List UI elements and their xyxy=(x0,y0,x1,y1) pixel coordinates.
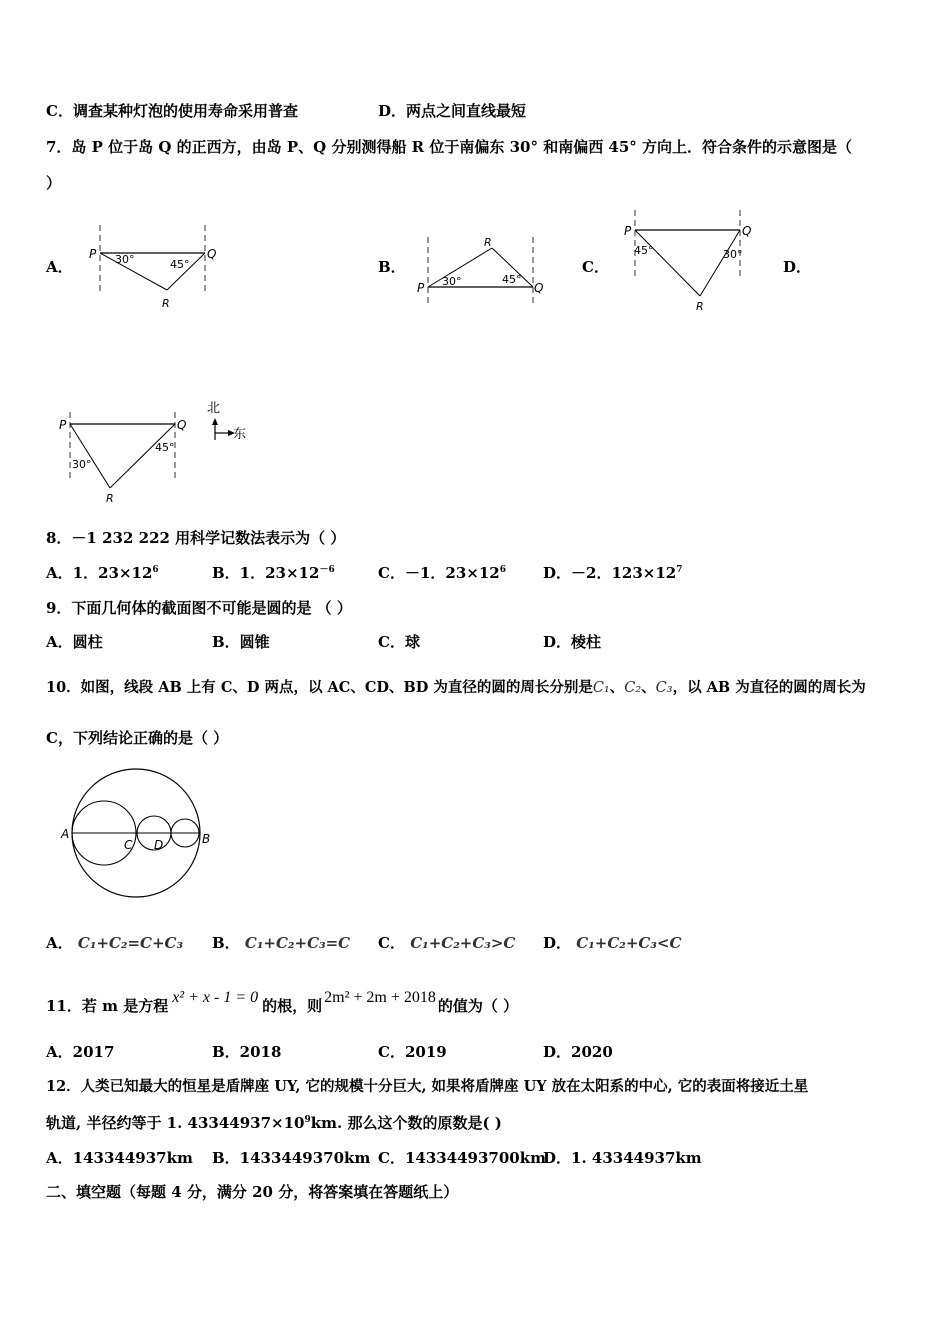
fig-point-b: B xyxy=(202,832,211,846)
q12-stem-line1: 12．人类已知最大的恒星是盾牌座 UY, 它的规模十分巨大, 如果将盾牌座 UY 放在太阳系的中心, 它的表面将接近土星 xyxy=(46,1078,809,1095)
q7-figure-d xyxy=(55,398,255,506)
q10-option-d: D． C₁+C₂+C₃<C xyxy=(543,934,682,952)
svg-text:P: P xyxy=(624,224,632,238)
q8-option-c: C．－1．$23\times 12^6$ xyxy=(378,564,506,582)
svg-text:30°: 30° xyxy=(72,458,92,471)
q9-option-d: D．棱柱 xyxy=(543,633,602,651)
q7-stem: 7．岛 P 位于岛 Q 的正西方，由岛 P、Q 分别测得船 R 位于南偏东 30° 和南偏西 45° 方向上．符合条件的示意图是（ xyxy=(46,138,853,156)
fig-a-r: R xyxy=(162,297,170,310)
q7-option-b-label: B． xyxy=(378,258,406,276)
q7-option-d-label: D． xyxy=(783,258,812,276)
q8-stem: 8．－1 232 222 用科学记数法表示为（ ） xyxy=(46,529,346,547)
q12-option-d: D．1. 43344937km xyxy=(543,1149,702,1167)
q10-option-b: B． C₁+C₂+C₃=C xyxy=(212,934,351,952)
svg-text:Q: Q xyxy=(534,281,544,295)
q12-stem-line2: 轨道, 半径约等于 1. $43344937\times 10^9km$. 那么这个数的原数是( ) xyxy=(46,1114,502,1132)
q11-stem: 11．若 m 是方程 x² + x - 1 = 0 的根，则 2m² + 2m + 2018 的值为（ ） xyxy=(46,989,519,1015)
q10-circles-figure xyxy=(58,765,218,900)
q8-option-b: B．1．$23\times 12^{-6}$ xyxy=(212,564,335,582)
q8-option-a: A．1．$23\times 12^6$ xyxy=(46,564,159,582)
svg-text:45°: 45° xyxy=(634,244,654,257)
fig-point-a: A xyxy=(61,827,70,841)
svg-text:Q: Q xyxy=(177,418,187,432)
q10-stem-line2: C，下列结论正确的是（ ） xyxy=(46,729,229,747)
fig-a-q: Q xyxy=(207,247,217,261)
q12-option-c: C．14334493700km xyxy=(378,1149,547,1167)
svg-text:R: R xyxy=(106,492,114,505)
q12-option-a: A．143344937km xyxy=(46,1149,193,1167)
q12-option-b: B．1433449370km xyxy=(212,1149,371,1167)
q10-option-c: C． C₁+C₂+C₃>C xyxy=(378,934,516,952)
q7-figure-c xyxy=(620,208,760,316)
q7-option-a-label: A． xyxy=(46,258,73,276)
q7-stem-close: ） xyxy=(46,174,62,192)
q10-option-a: A． C₁+C₂=C+C₃ xyxy=(46,934,184,952)
compass-east: 东 xyxy=(233,427,247,442)
prev-option-d: D．两点之间直线最短 xyxy=(378,102,527,120)
q10-stem: 10．如图，线段 AB 上有 C、D 两点，以 AC、CD、BD 为直径的圆的周长分别是C₁、C₂、C₃，以 AB 为直径的圆的周长为 xyxy=(46,679,866,696)
svg-text:Q: Q xyxy=(742,224,752,238)
prev-option-c: C．调查某种灯泡的使用寿命采用普查 xyxy=(46,102,298,120)
svg-text:30°: 30° xyxy=(723,248,743,261)
fig-a-p: P xyxy=(89,247,97,261)
q11-option-c: C．2019 xyxy=(378,1043,447,1061)
section-2-heading: 二、填空题（每题 4 分，满分 20 分，将答案填在答题纸上） xyxy=(46,1183,459,1201)
fig-a-45: 45° xyxy=(170,258,190,271)
q9-option-a: A．圆柱 xyxy=(46,633,103,651)
svg-text:45°: 45° xyxy=(155,441,175,454)
svg-text:45°: 45° xyxy=(502,273,522,286)
q11-option-b: B．2018 xyxy=(212,1043,282,1061)
fig-a-30: 30° xyxy=(115,253,135,266)
compass-north: 北 xyxy=(207,401,221,416)
q7-figure-a xyxy=(85,225,230,315)
q11-option-d: D．2020 xyxy=(543,1043,613,1061)
q9-option-c: C．球 xyxy=(378,633,420,651)
q9-option-b: B．圆锥 xyxy=(212,633,270,651)
q9-stem: 9．下面几何体的截面图不可能是圆的是 （ ） xyxy=(46,599,352,617)
q8-option-d: D．－2．$123\times 12^7$ xyxy=(543,564,683,582)
q7-option-c-label: C． xyxy=(582,258,609,276)
svg-text:R: R xyxy=(484,236,492,249)
svg-text:P: P xyxy=(59,418,67,432)
q11-option-a: A．2017 xyxy=(46,1043,115,1061)
svg-text:P: P xyxy=(417,281,425,295)
svg-text:30°: 30° xyxy=(442,275,462,288)
fig-point-d: D xyxy=(154,838,164,852)
fig-point-c: C xyxy=(124,838,133,852)
svg-text:R: R xyxy=(696,300,704,313)
q7-figure-b xyxy=(412,232,557,312)
